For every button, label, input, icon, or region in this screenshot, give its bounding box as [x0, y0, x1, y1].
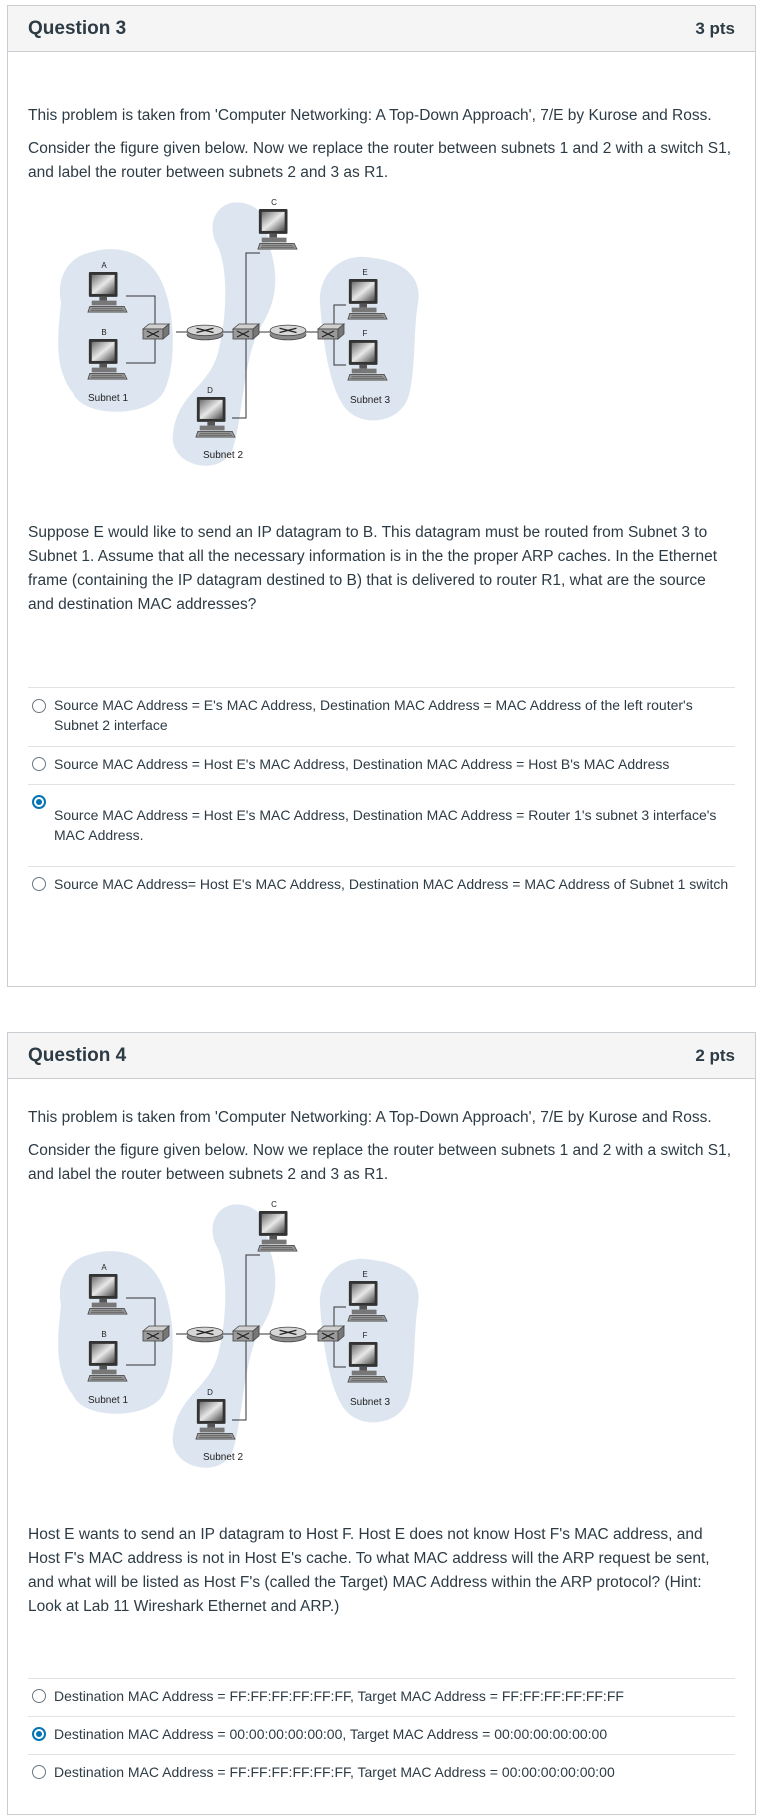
subnet-3-label: Subnet 3 — [349, 395, 391, 406]
answer-option[interactable] — [28, 1678, 735, 1716]
question-header — [8, 6, 755, 52]
switch-icon — [143, 1326, 169, 1341]
host-c-computer-icon — [258, 209, 297, 249]
answer-option[interactable] — [28, 784, 735, 866]
host-d-label: D — [207, 386, 213, 395]
host-e-label: E — [362, 268, 368, 277]
question-setup: Consider the figure given below. Now we replace the router between subnets 1 and 2 with a switch S1, and label the router between subnets 2 and 3 as R1. — [28, 1142, 732, 1183]
answer-option[interactable] — [28, 1754, 735, 1792]
answer-option[interactable] — [28, 687, 735, 746]
router-icon — [187, 1327, 223, 1342]
question-prompt: Host E wants to send an IP datagram to Host F. Host E does not know Host F's MAC address, and Host F's MAC address is not in Host E's cache. To what MAC address will the ARP request be sent, and what will be listed as Host F's (called the Target) MAC Address within the ARP protocol? (Hint: Look at Lab 11 Wireshark Ethernet and ARP.) — [28, 1526, 710, 1615]
host-f-label: F — [362, 329, 368, 338]
question-title: Question 3 — [28, 17, 127, 39]
network-figure — [28, 193, 428, 493]
host-b-label: B — [101, 1330, 107, 1339]
radio-button[interactable] — [32, 699, 46, 713]
host-c-label: C — [271, 198, 277, 207]
question-card — [7, 5, 756, 987]
radio-button[interactable] — [32, 1689, 46, 1703]
subnet-2-label: Subnet 2 — [202, 450, 244, 461]
radio-button-selected[interactable] — [32, 1727, 46, 1741]
question-setup: Consider the figure given below. Now we replace the router between subnets 1 and 2 with a switch S1, and label the router between subnets 2 and 3 as R1. — [28, 140, 732, 181]
answer-text: Destination MAC Address = FF:FF:FF:FF:FF:FF, Target MAC Address = FF:FF:FF:FF:FF:FF — [54, 1688, 624, 1704]
radio-button[interactable] — [32, 877, 46, 891]
radio-button-selected[interactable] — [32, 795, 46, 809]
host-b-label: B — [101, 328, 107, 337]
answer-list — [28, 1678, 735, 1792]
switch-icon — [318, 1326, 344, 1341]
answer-text: Source MAC Address = E's MAC Address, Destination MAC Address = MAC Address of the left router's Subnet 2 interface — [54, 697, 693, 733]
answer-option[interactable] — [28, 866, 735, 928]
subnet-2-label: Subnet 2 — [202, 1452, 244, 1463]
answer-list — [28, 687, 735, 928]
subnet-1-label: Subnet 1 — [87, 1395, 129, 1406]
network-figure — [28, 1195, 428, 1495]
host-c-label: C — [271, 1200, 277, 1209]
subnet-3-label: Subnet 3 — [349, 1397, 391, 1408]
answer-text: Destination MAC Address = FF:FF:FF:FF:FF:FF, Target MAC Address = 00:00:00:00:00:00 — [54, 1764, 615, 1780]
question-body — [8, 104, 755, 617]
question-points: 2 pts — [695, 1045, 735, 1065]
question-body — [8, 1106, 755, 1619]
host-c-computer-icon — [258, 1211, 297, 1251]
host-e-label: E — [362, 1270, 368, 1279]
switch-icon — [143, 324, 169, 339]
answer-text: Source MAC Address= Host E's MAC Address, Destination MAC Address = MAC Address of Subnet 1 switch — [54, 876, 729, 892]
subnet-1-label: Subnet 1 — [87, 393, 129, 404]
question-title: Question 4 — [28, 1044, 127, 1066]
switch-icon — [233, 1326, 259, 1341]
answer-text: Source MAC Address = Host E's MAC Address, Destination MAC Address = Host B's MAC Address — [54, 756, 670, 772]
host-a-label: A — [101, 261, 107, 270]
question-prompt: Suppose E would like to send an IP datagram to B. This datagram must be routed from Subnet 3 to Subnet 1. Assume that all the necessary information is in the the proper ARP caches. In the Ethernet frame (containing the IP datagram destined to B) that is delivered to router R1, what are the source and destination MAC addresses? — [28, 524, 718, 613]
router-icon — [270, 1327, 306, 1342]
switch-icon — [233, 324, 259, 339]
radio-button[interactable] — [32, 1765, 46, 1779]
answer-text: Destination MAC Address = 00:00:00:00:00:00, Target MAC Address = 00:00:00:00:00:00 — [54, 1726, 608, 1742]
answer-option[interactable] — [28, 1716, 735, 1754]
host-d-label: D — [207, 1388, 213, 1397]
host-a-label: A — [101, 1263, 107, 1272]
question-intro: This problem is taken from 'Computer Networking: A Top-Down Approach', 7/E by Kurose and Ross. — [28, 1109, 712, 1126]
question-points: 3 pts — [695, 18, 735, 38]
answer-option[interactable] — [28, 746, 735, 784]
router-icon — [270, 325, 306, 340]
question-header — [8, 1033, 755, 1079]
radio-button[interactable] — [32, 757, 46, 771]
question-card — [7, 1032, 756, 1815]
switch-icon — [318, 324, 344, 339]
question-intro: This problem is taken from 'Computer Networking: A Top-Down Approach', 7/E by Kurose and Ross. — [28, 107, 712, 124]
router-icon — [187, 325, 223, 340]
answer-text: Source MAC Address = Host E's MAC Address, Destination MAC Address = Router 1's subnet 3 interface's MAC Address. — [54, 807, 717, 843]
host-f-label: F — [362, 1331, 368, 1340]
